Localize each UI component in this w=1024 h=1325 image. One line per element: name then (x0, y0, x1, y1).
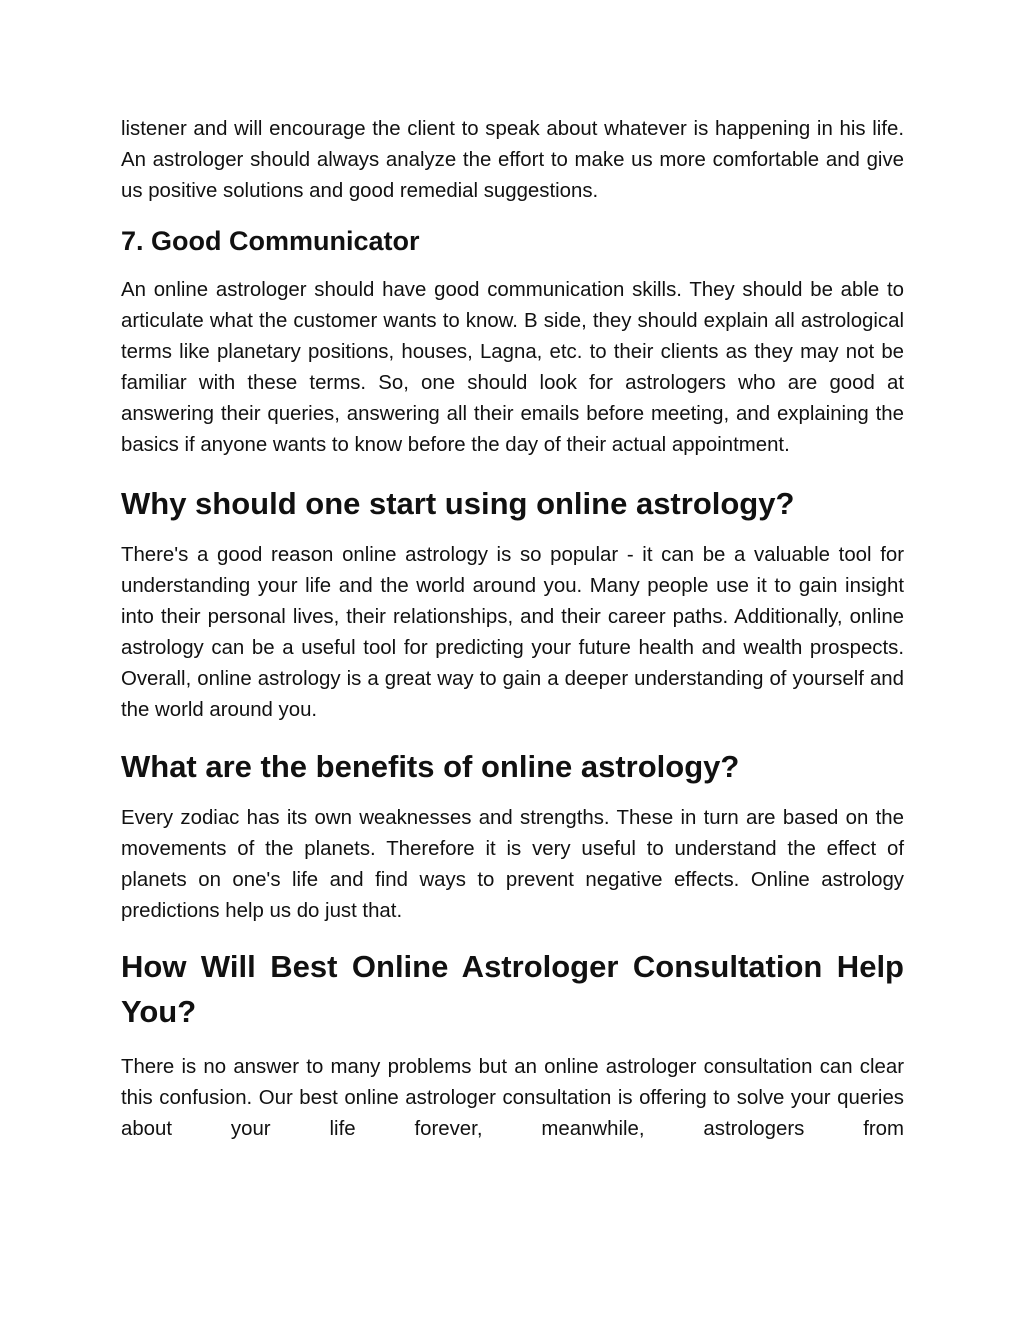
intro-paragraph: listener and will encourage the client to speak about whatever is happening in his life. An astrologer should always analyze the effort to make us more comfortable and give us positive solutions and good remedial suggestions. (121, 118, 904, 202)
section-heading-benefits: What are the benefits of online astrology? (121, 749, 740, 784)
document-page (121, 114, 904, 1145)
section-body-consultation: There is no answer to many problems but an online astrologer consultation can clear this confusion. Our best online astrologer consultation is offering to solve your queries about your life forever, meanwhile, astrologers from (121, 1056, 904, 1140)
section-heading-consultation: How Will Best Online Astrologer Consultation Help You? (121, 949, 904, 1029)
section-body-why-online-astrology: There's a good reason online astrology is so popular - it can be a valuable tool for understanding your life and the world around you. Many people use it to gain insight into their personal lives, their relationships, and their career paths. Additionally, online astrology can be a useful tool for predicting your future health and wealth prospects. Overall, online astrology is a great way to gain a deeper understanding of yourself and the world around you. (121, 544, 904, 721)
section-body-benefits: Every zodiac has its own weaknesses and strengths. These in turn are based on the movements of the planets. Therefore it is very useful to understand the effect of planets on one's life and find ways to prevent negative effects. Online astrology predictions help us do just that. (121, 807, 904, 922)
section-heading-why-online-astrology: Why should one start using online astrology? (121, 486, 795, 521)
section-heading-good-communicator: 7. Good Communicator (121, 226, 420, 256)
section-body-good-communicator: An online astrologer should have good communication skills. They should be able to articulate what the customer wants to know. B side, they should explain all astrological terms like planetary positions, houses, Lagna, etc. to their clients as they may not be familiar with these terms. So, one should look for astrologers who are good at answering their queries, answering all their emails before meeting, and explaining the basics if anyone wants to know before the day of their actual appointment. (121, 279, 904, 456)
